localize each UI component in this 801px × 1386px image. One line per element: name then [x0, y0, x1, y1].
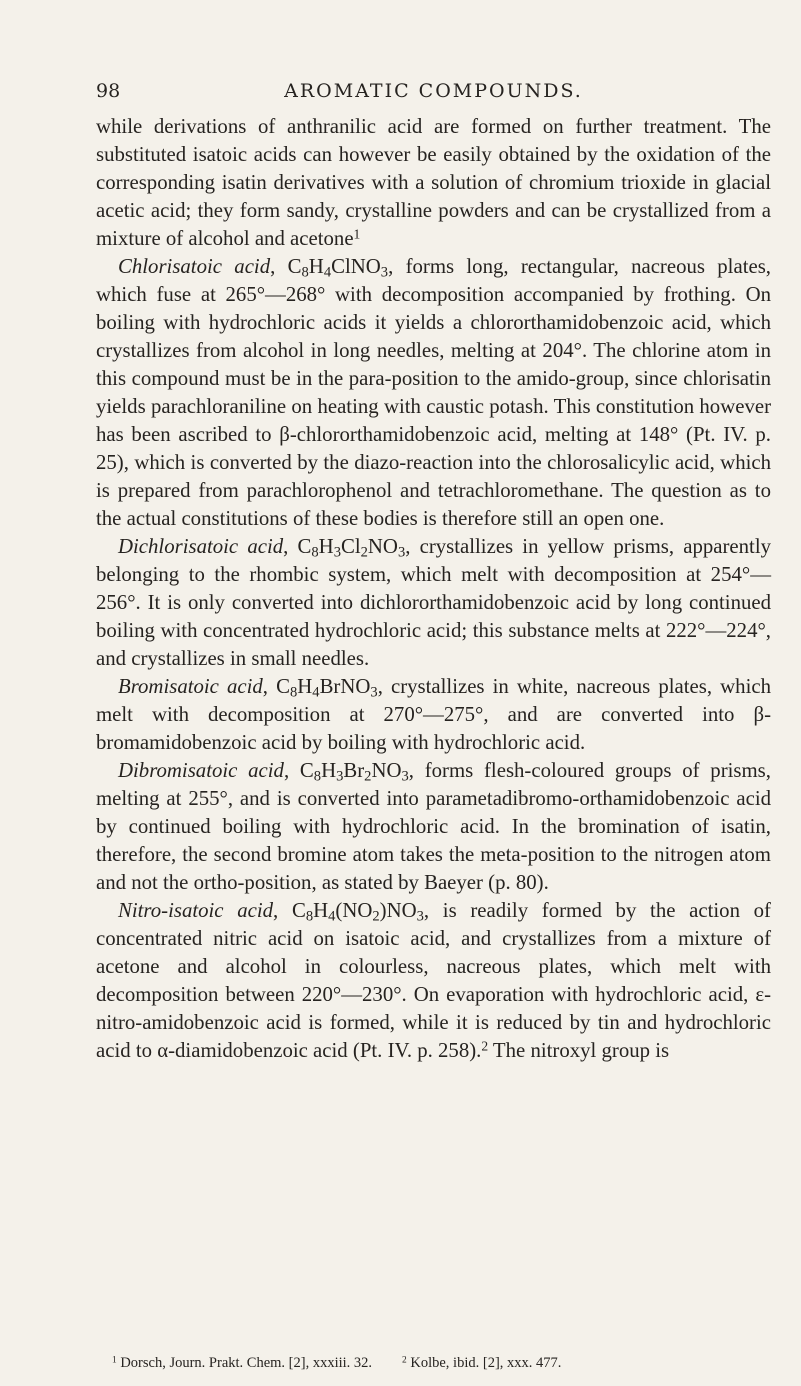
running-title: AROMATIC COMPOUNDS.	[284, 80, 583, 102]
compound-name: Bromisatoic acid	[118, 675, 263, 698]
page-number: 98	[96, 80, 121, 102]
footnote-1: $^1$ Dorsch, Journ. Prakt. Chem. [2], xxxiii. 32.	[112, 1355, 373, 1371]
body-text	[96, 113, 771, 1065]
paragraph-dibromisatoic: Dibromisatoic acid, $C_8H_3Br_2NO_3$, forms flesh-coloured groups of prisms, melting at 255°, and is converted into parametadibromo-orthamidobenzoic acid by continued boiling with hydrochloric acid. In the bromination of isatin, therefore, the second bromine atom takes the meta-position to the nitrogen atom and not the ortho-position, as stated by Baeyer (p. 80).	[96, 759, 771, 894]
footnote-2: $^2$ Kolbe, ibid. [2], xxx. 477.	[402, 1355, 562, 1371]
footnote-ref-1: 1	[353, 226, 361, 242]
chemical-formula: $C_8H_4BrNO_3$	[276, 675, 378, 701]
chemical-formula: $C_8H_4(NO_2)NO_3$	[291, 899, 424, 925]
paragraph-nitroisatoic: Nitro-isatoic acid, $C_8H_4(NO_2)NO_3$, is readily formed by the action of concentrated nitric acid on isatoic acid, and crystallizes from a mixture of acetone and alcohol in colourless, nacreous plates, which melt with decomposition between 220°—230°. On evaporation with hydrochloric acid, ε-nitro-amidobenzoic acid is formed, while it is reduced by tin and hydrochloric acid to α-diamidobenzoic acid (Pt. IV. p. 258).$^2$ The nitroxyl group is	[96, 899, 771, 1062]
paragraph-dichlorisatoic: Dichlorisatoic acid, $C_8H_3Cl_2NO_3$, crystallizes in yellow prisms, apparently belonging to the rhombic system, which melt with decomposition at 254°—256°. It is only converted into dichlororthamidobenzoic acid by long continued boiling with concentrated hydrochloric acid; this substance melts at 222°—224°, and crystallizes in small needles.	[96, 535, 772, 670]
paragraph-bromisatoic: Bromisatoic acid, $C_8H_4BrNO_3$, crystallizes in white, nacreous plates, which melt with decomposition at 270°—275°, and are converted into β-bromamidobenzoic acid by boiling with hydrochloric acid.	[96, 675, 771, 754]
chemical-formula: $C_8H_3Cl_2NO_3$	[297, 535, 406, 561]
footnotes	[96, 1354, 771, 1372]
compound-name: Dibromisatoic acid	[118, 759, 284, 782]
chemical-formula: $C_8H_3Br_2NO_3$	[299, 759, 409, 785]
compound-name: Chlorisatoic acid	[118, 255, 271, 278]
paragraph-intro: while derivations of anthranilic acid are formed on further treatment. The substituted isatoic acids can however be easily obtained by the oxidation of the corresponding isatin derivatives with a solution of chromium trioxide in glacial acetic acid; they form sandy, crystalline powders and can be crystallized from a mixture of alcohol and acetone$^1$	[96, 115, 771, 250]
page-header	[96, 78, 771, 112]
footnote-ref-2: 2	[481, 1038, 489, 1054]
compound-name: Nitro-isatoic acid	[118, 899, 274, 922]
chemical-formula: $C_8H_4ClNO_3$	[287, 255, 389, 281]
compound-name: Dichlorisatoic acid	[118, 535, 284, 558]
paragraph-chlorisatoic: Chlorisatoic acid, $C_8H_4ClNO_3$, forms long, rectangular, nacreous plates, which fuse at 265°—268° with decomposition accompanied by frothing. On boiling with hydrochloric acids it yields a chlororthamidobenzoic acid, which crystallizes from alcohol in long needles, melting at 204°. The chlorine atom in this compound must be in the para-position to the amido-group, since chlorisatin yields parachloraniline on heating with caustic potash. This constitution however has been ascribed to β-chlororthamidobenzoic acid, melting at 148° (Pt. IV. p. 25), which is converted by the diazo-reaction into the chlorosalicylic acid, which is prepared from parachlorophenol and tetrachloromethane. The question as to the actual constitutions of these bodies is therefore still an open one.	[96, 255, 771, 530]
